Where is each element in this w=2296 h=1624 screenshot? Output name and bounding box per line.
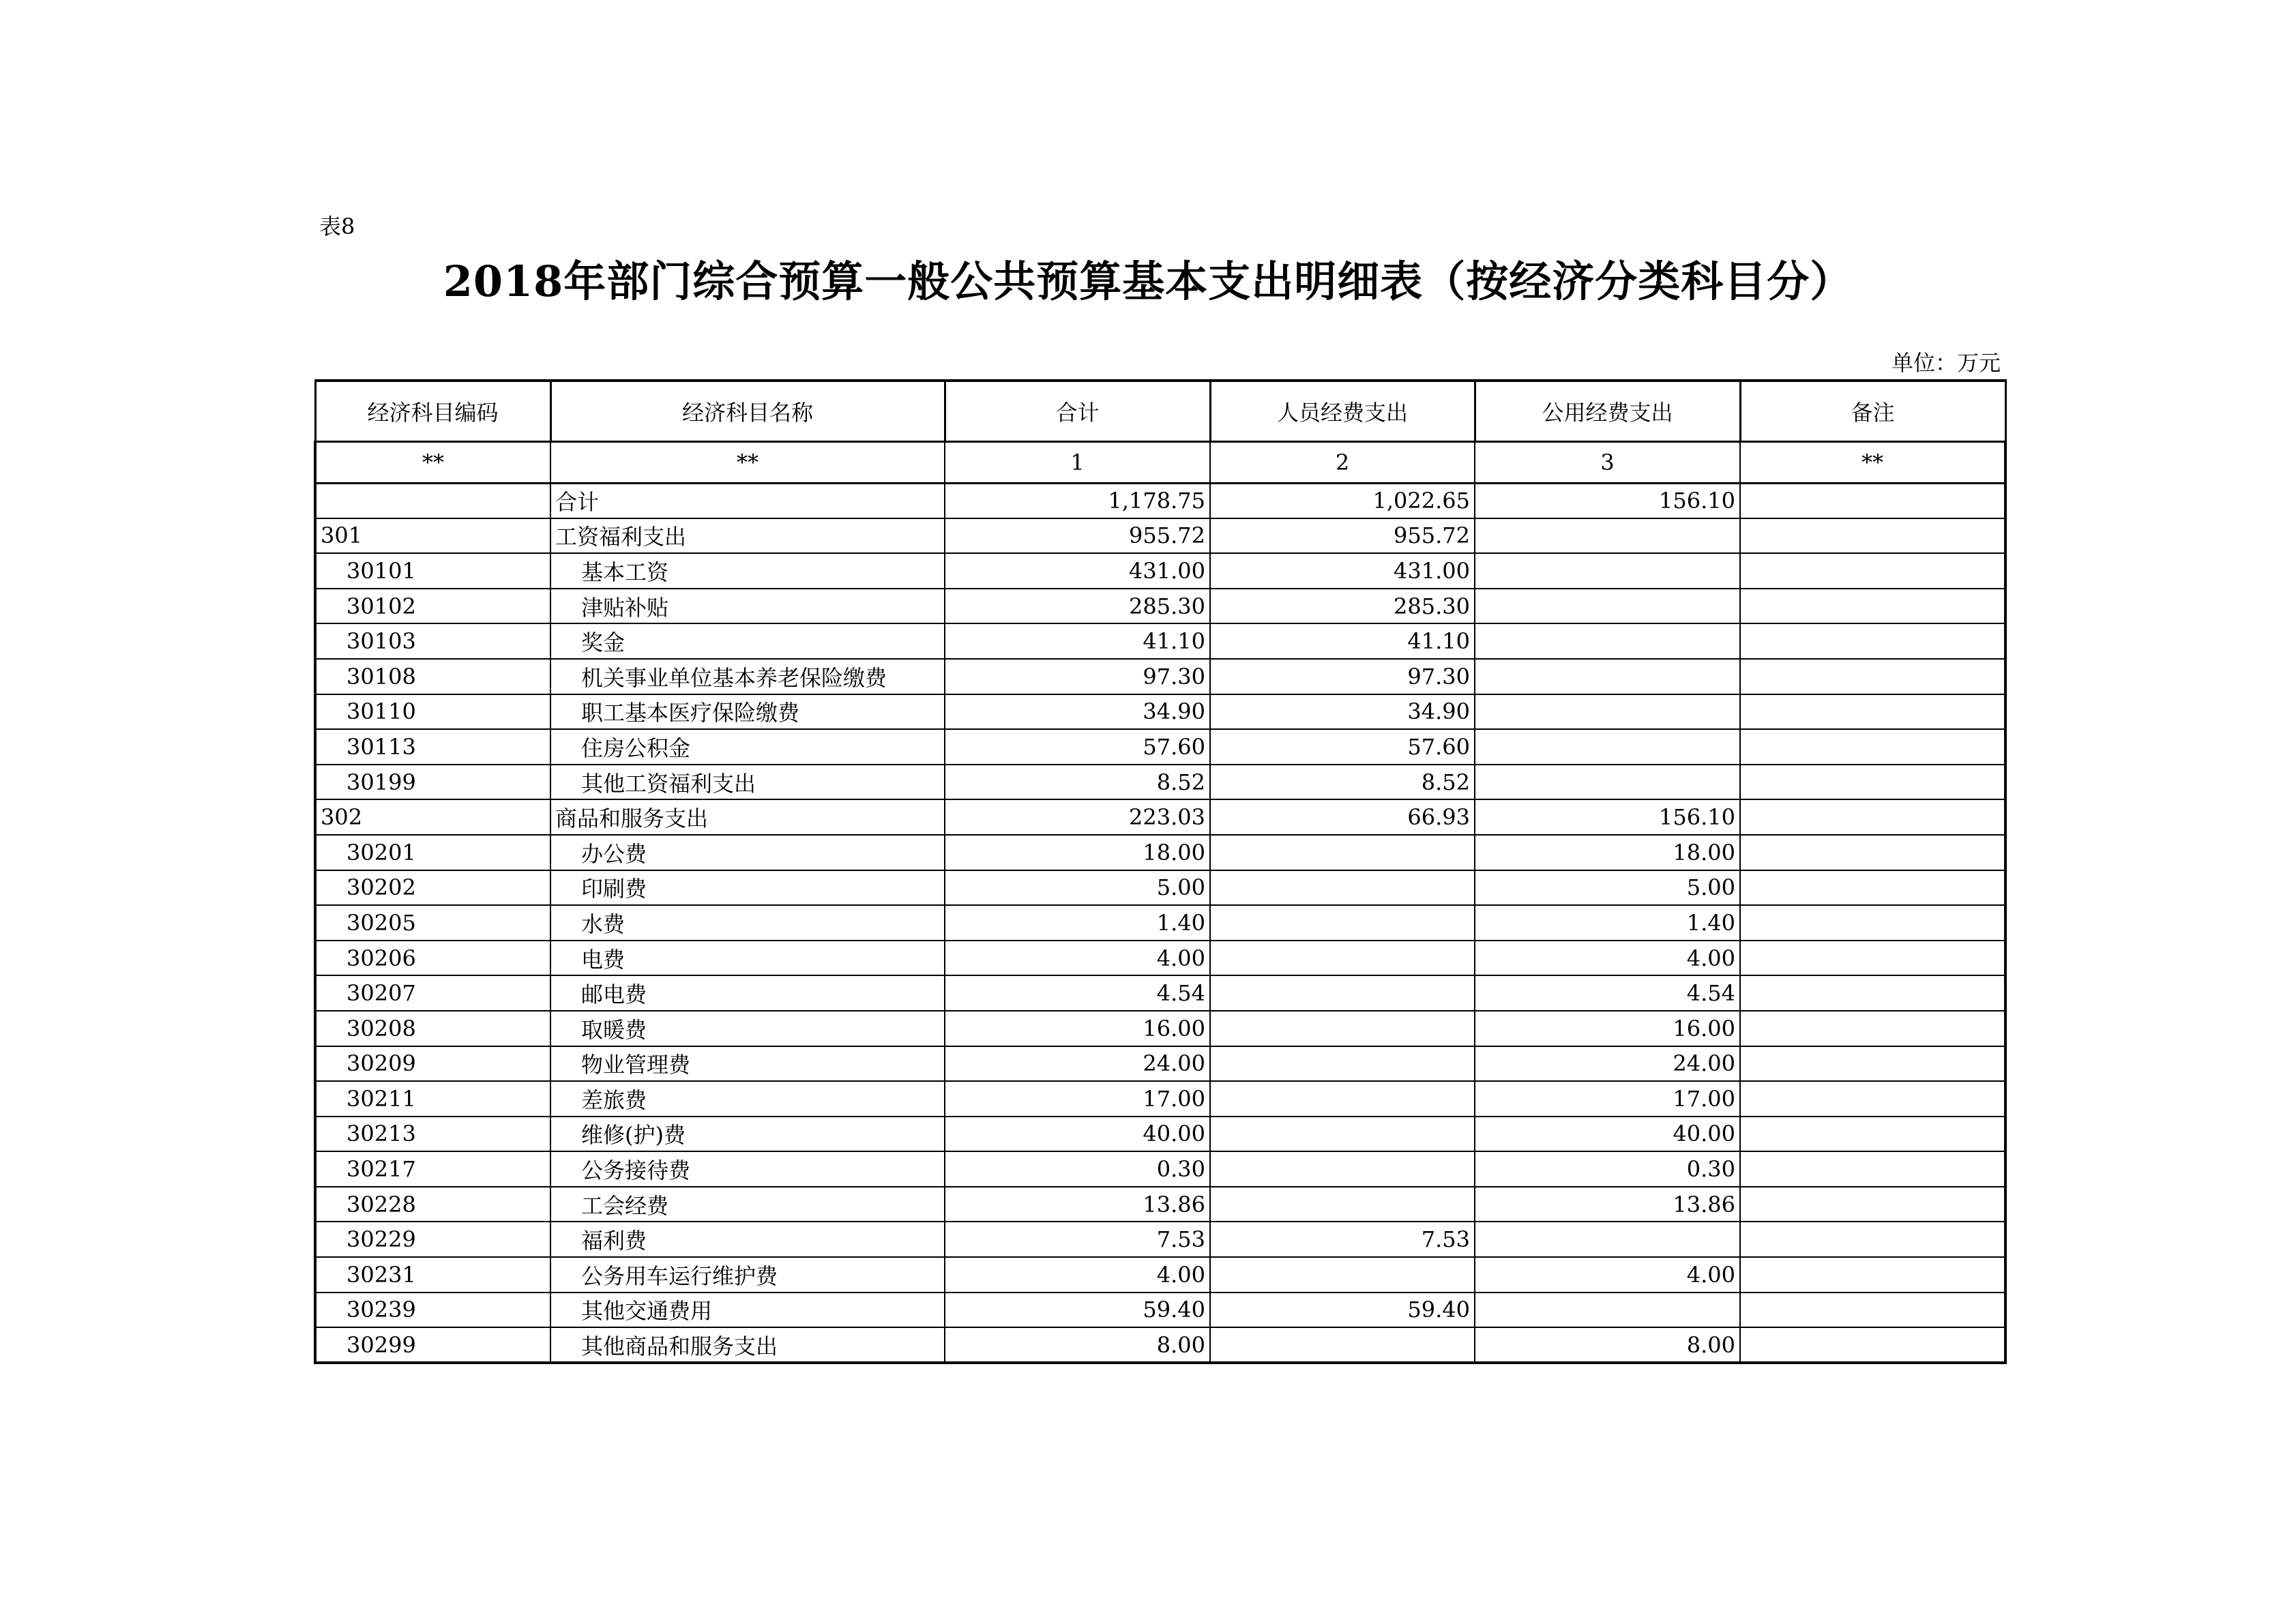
table-row: [315, 623, 2005, 659]
table-row: [315, 975, 2005, 1011]
cell-code: 302: [315, 799, 550, 835]
index-total: 1: [945, 441, 1210, 483]
table-row: [315, 1081, 2005, 1117]
cell-total: 223.03: [945, 799, 1210, 835]
cell-public: 8.00: [1475, 1327, 1740, 1363]
cell-public: 18.00: [1475, 835, 1740, 870]
cell-public: 1.40: [1475, 905, 1740, 941]
cell-personnel: 41.10: [1210, 623, 1475, 659]
table-row: [315, 1117, 2005, 1152]
cell-note: [1740, 799, 2005, 835]
cell-note: [1740, 483, 2005, 518]
cell-public: 17.00: [1475, 1081, 1740, 1117]
table-row: [315, 1327, 2005, 1363]
cell-note: [1740, 1046, 2005, 1082]
cell-personnel: [1210, 870, 1475, 906]
cell-note: [1740, 1257, 2005, 1293]
cell-code: 30103: [315, 623, 550, 659]
cell-personnel: 285.30: [1210, 589, 1475, 624]
cell-note: [1740, 905, 2005, 941]
cell-note: [1740, 975, 2005, 1011]
table-row: [315, 483, 2005, 518]
cell-name: 商品和服务支出: [550, 799, 945, 835]
cell-code: 30231: [315, 1257, 550, 1293]
cell-personnel: [1210, 1257, 1475, 1293]
cell-name: 取暖费: [550, 1011, 945, 1046]
cell-personnel: 1,022.65: [1210, 483, 1475, 518]
header-public: 公用经费支出: [1475, 381, 1740, 441]
index-name: **: [550, 441, 945, 483]
cell-name: 职工基本医疗保险缴费: [550, 694, 945, 730]
cell-code: 30102: [315, 589, 550, 624]
table-row: [315, 1046, 2005, 1082]
cell-total: 41.10: [945, 623, 1210, 659]
cell-note: [1740, 729, 2005, 765]
cell-public: [1475, 518, 1740, 554]
cell-note: [1740, 659, 2005, 694]
cell-note: [1740, 694, 2005, 730]
cell-note: [1740, 870, 2005, 906]
cell-code: 30209: [315, 1046, 550, 1082]
cell-code: 30101: [315, 553, 550, 589]
budget-table: [314, 379, 2007, 1364]
cell-code: 301: [315, 518, 550, 554]
header-code: 经济科目编码: [315, 381, 550, 441]
cell-name: 物业管理费: [550, 1046, 945, 1082]
cell-total: 59.40: [945, 1293, 1210, 1328]
cell-public: 24.00: [1475, 1046, 1740, 1082]
cell-code: 30239: [315, 1293, 550, 1328]
cell-total: 18.00: [945, 835, 1210, 870]
cell-code: 30110: [315, 694, 550, 730]
cell-code: 30208: [315, 1011, 550, 1046]
header-personnel: 人员经费支出: [1210, 381, 1475, 441]
cell-name: 差旅费: [550, 1081, 945, 1117]
cell-total: 97.30: [945, 659, 1210, 694]
table-row: [315, 518, 2005, 554]
cell-personnel: [1210, 1151, 1475, 1187]
table-row: [315, 905, 2005, 941]
cell-name: 奖金: [550, 623, 945, 659]
cell-public: 0.30: [1475, 1151, 1740, 1187]
cell-total: 4.00: [945, 1257, 1210, 1293]
cell-public: 4.54: [1475, 975, 1740, 1011]
cell-name: 工资福利支出: [550, 518, 945, 554]
cell-name: 住房公积金: [550, 729, 945, 765]
cell-total: 34.90: [945, 694, 1210, 730]
cell-total: 17.00: [945, 1081, 1210, 1117]
cell-personnel: [1210, 975, 1475, 1011]
cell-total: 1,178.75: [945, 483, 1210, 518]
cell-personnel: [1210, 1081, 1475, 1117]
cell-personnel: [1210, 905, 1475, 941]
cell-total: 16.00: [945, 1011, 1210, 1046]
cell-public: [1475, 553, 1740, 589]
cell-note: [1740, 1117, 2005, 1152]
cell-name: 机关事业单位基本养老保险缴费: [550, 659, 945, 694]
cell-code: 30205: [315, 905, 550, 941]
table-row: [315, 1011, 2005, 1046]
cell-public: 156.10: [1475, 483, 1740, 518]
cell-name: 工会经费: [550, 1187, 945, 1222]
cell-name: 维修(护)费: [550, 1117, 945, 1152]
cell-note: [1740, 835, 2005, 870]
page-title: 2018年部门综合预算一般公共预算基本支出明细表（按经济分类科目分）: [443, 256, 1853, 306]
cell-code: 30202: [315, 870, 550, 906]
cell-code: 30229: [315, 1222, 550, 1257]
unit-label: 单位：万元: [1891, 350, 2001, 376]
table-row: [315, 835, 2005, 870]
cell-total: 7.53: [945, 1222, 1210, 1257]
cell-total: 8.00: [945, 1327, 1210, 1363]
cell-public: 4.00: [1475, 1257, 1740, 1293]
cell-code: 30199: [315, 765, 550, 800]
cell-name: 其他交通费用: [550, 1293, 945, 1328]
cell-total: 57.60: [945, 729, 1210, 765]
cell-public: [1475, 765, 1740, 800]
cell-note: [1740, 1293, 2005, 1328]
cell-name: 邮电费: [550, 975, 945, 1011]
table-row: [315, 1187, 2005, 1222]
cell-personnel: [1210, 941, 1475, 976]
cell-personnel: 59.40: [1210, 1293, 1475, 1328]
cell-note: [1740, 623, 2005, 659]
cell-code: 30207: [315, 975, 550, 1011]
table-row: [315, 765, 2005, 800]
cell-total: 4.54: [945, 975, 1210, 1011]
table-row: [315, 553, 2005, 589]
cell-code: 30211: [315, 1081, 550, 1117]
cell-name: 其他工资福利支出: [550, 765, 945, 800]
cell-code: 30108: [315, 659, 550, 694]
cell-note: [1740, 1327, 2005, 1363]
index-note: **: [1740, 441, 2005, 483]
cell-code: 30217: [315, 1151, 550, 1187]
header-row: [315, 381, 2005, 441]
table-row: [315, 659, 2005, 694]
cell-total: 955.72: [945, 518, 1210, 554]
cell-total: 431.00: [945, 553, 1210, 589]
cell-personnel: 97.30: [1210, 659, 1475, 694]
index-public: 3: [1475, 441, 1740, 483]
cell-public: [1475, 623, 1740, 659]
cell-total: 8.52: [945, 765, 1210, 800]
table-row: [315, 941, 2005, 976]
header-name: 经济科目名称: [550, 381, 945, 441]
cell-personnel: 8.52: [1210, 765, 1475, 800]
table-row: [315, 1257, 2005, 1293]
cell-code: 30228: [315, 1187, 550, 1222]
cell-personnel: [1210, 835, 1475, 870]
cell-public: 156.10: [1475, 799, 1740, 835]
cell-total: 24.00: [945, 1046, 1210, 1082]
cell-note: [1740, 553, 2005, 589]
cell-name: 办公费: [550, 835, 945, 870]
cell-total: 4.00: [945, 941, 1210, 976]
cell-public: [1475, 589, 1740, 624]
cell-total: 1.40: [945, 905, 1210, 941]
cell-total: 0.30: [945, 1151, 1210, 1187]
cell-name: 公务接待费: [550, 1151, 945, 1187]
table-row: [315, 1151, 2005, 1187]
cell-public: 16.00: [1475, 1011, 1740, 1046]
cell-personnel: 66.93: [1210, 799, 1475, 835]
header-note: 备注: [1740, 381, 2005, 441]
cell-public: 40.00: [1475, 1117, 1740, 1152]
cell-public: 13.86: [1475, 1187, 1740, 1222]
table-row: [315, 694, 2005, 730]
cell-personnel: 7.53: [1210, 1222, 1475, 1257]
cell-note: [1740, 1081, 2005, 1117]
table-body: [315, 483, 2005, 1363]
table-row: [315, 799, 2005, 835]
cell-public: [1475, 1222, 1740, 1257]
cell-total: 40.00: [945, 1117, 1210, 1152]
cell-personnel: 431.00: [1210, 553, 1475, 589]
cell-code: 30201: [315, 835, 550, 870]
cell-public: [1475, 659, 1740, 694]
cell-personnel: [1210, 1117, 1475, 1152]
table-row: [315, 870, 2005, 906]
cell-code: 30299: [315, 1327, 550, 1363]
cell-name: 电费: [550, 941, 945, 976]
cell-public: [1475, 1293, 1740, 1328]
cell-total: 5.00: [945, 870, 1210, 906]
cell-personnel: [1210, 1327, 1475, 1363]
cell-name: 合计: [550, 483, 945, 518]
table-row: [315, 589, 2005, 624]
table-row: [315, 1222, 2005, 1257]
cell-public: 5.00: [1475, 870, 1740, 906]
cell-personnel: 57.60: [1210, 729, 1475, 765]
cell-code: 30213: [315, 1117, 550, 1152]
cell-name: 印刷费: [550, 870, 945, 906]
cell-code: [315, 483, 550, 518]
cell-public: [1475, 694, 1740, 730]
cell-public: [1475, 729, 1740, 765]
cell-note: [1740, 518, 2005, 554]
cell-note: [1740, 1187, 2005, 1222]
index-row: [315, 441, 2005, 483]
cell-code: 30113: [315, 729, 550, 765]
cell-name: 其他商品和服务支出: [550, 1327, 945, 1363]
cell-note: [1740, 1151, 2005, 1187]
cell-code: 30206: [315, 941, 550, 976]
header-total: 合计: [945, 381, 1210, 441]
cell-note: [1740, 941, 2005, 976]
cell-personnel: 34.90: [1210, 694, 1475, 730]
cell-name: 水费: [550, 905, 945, 941]
cell-name: 津贴补贴: [550, 589, 945, 624]
cell-note: [1740, 589, 2005, 624]
cell-personnel: [1210, 1187, 1475, 1222]
table-number-label: 表8: [319, 213, 355, 239]
table-row: [315, 729, 2005, 765]
cell-note: [1740, 765, 2005, 800]
table-row: [315, 1293, 2005, 1328]
index-personnel: 2: [1210, 441, 1475, 483]
index-code: **: [315, 441, 550, 483]
cell-total: 13.86: [945, 1187, 1210, 1222]
cell-note: [1740, 1222, 2005, 1257]
cell-public: 4.00: [1475, 941, 1740, 976]
cell-total: 285.30: [945, 589, 1210, 624]
cell-name: 福利费: [550, 1222, 945, 1257]
cell-name: 基本工资: [550, 553, 945, 589]
cell-name: 公务用车运行维护费: [550, 1257, 945, 1293]
cell-personnel: 955.72: [1210, 518, 1475, 554]
cell-personnel: [1210, 1046, 1475, 1082]
cell-personnel: [1210, 1011, 1475, 1046]
cell-note: [1740, 1011, 2005, 1046]
